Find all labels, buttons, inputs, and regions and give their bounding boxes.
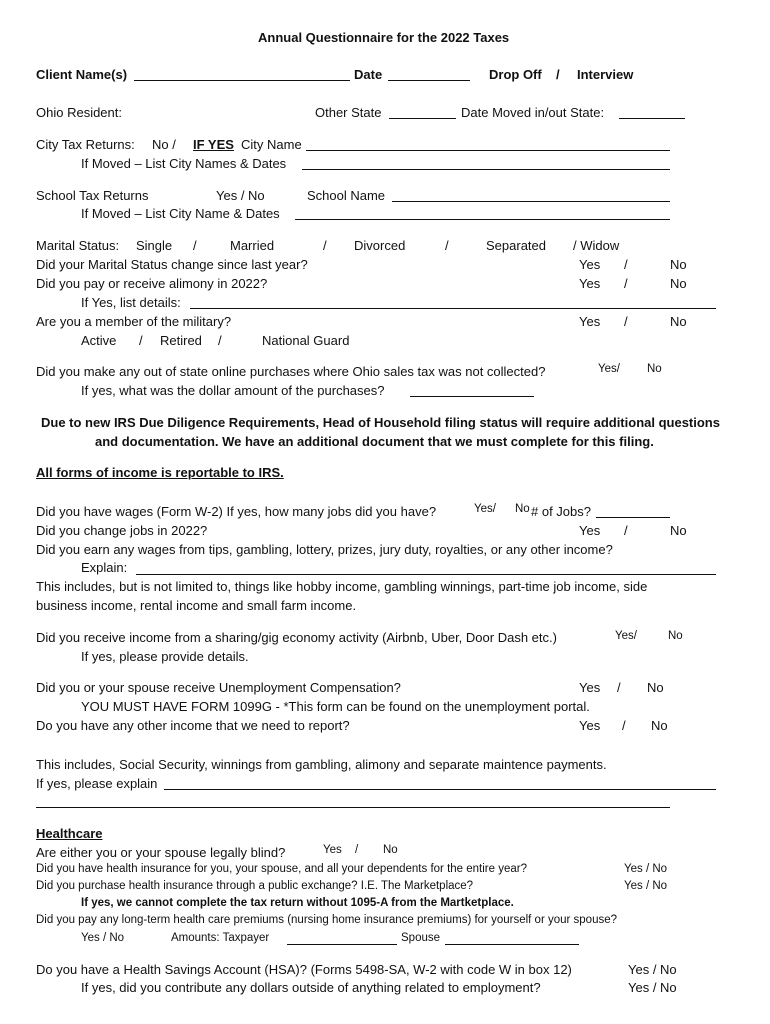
spouse-amount-label: Spouse xyxy=(401,932,441,944)
gig-details-label: If yes, please provide details. xyxy=(81,649,249,664)
marketplace-warning: If yes, we cannot complete the tax return without 1095-A from the Martketplace. xyxy=(81,897,514,909)
ltc-question: Did you pay any long-term health care premiums (nursing home insurance premiums) for yourself or your spouse? xyxy=(36,914,618,926)
date-moved-label: Date Moved in/out State: xyxy=(461,105,605,120)
marital-single[interactable]: Single xyxy=(136,238,173,253)
yes-option[interactable]: Yes/ xyxy=(615,630,637,642)
form-1099g-note: YOU MUST HAVE FORM 1099G - *This form can be found on the unemployment portal. xyxy=(81,699,590,714)
num-jobs-field[interactable] xyxy=(596,517,670,518)
other-state-label: Other State xyxy=(315,105,382,120)
alimony-question: Did you pay or receive alimony in 2022? xyxy=(36,276,268,291)
date-moved-field[interactable] xyxy=(619,118,685,119)
ohio-resident-label: Ohio Resident: xyxy=(36,105,122,120)
insurance-question: Did you have health insurance for you, your spouse, and all your dependents for the entire year? xyxy=(36,863,527,875)
separator: / xyxy=(624,276,628,291)
marital-married[interactable]: Married xyxy=(230,238,275,253)
military-question: Are you a member of the military? xyxy=(36,314,232,329)
gig-question: Did you receive income from a sharing/gig economy activity (Airbnb, Uber, Door Dash etc.) xyxy=(36,630,557,645)
city-moved-field[interactable] xyxy=(302,169,670,170)
wages-question: Did you have wages (Form W-2) If yes, how many jobs did you have? xyxy=(36,504,437,519)
other-state-field[interactable] xyxy=(389,118,456,119)
military-national-guard[interactable]: National Guard xyxy=(262,333,350,348)
notice-line-1: Due to new IRS Due Diligence Requirements, Head of Household filing status will require additional questions xyxy=(41,415,720,430)
school-name-field[interactable] xyxy=(392,201,670,202)
spouse-amount-field[interactable] xyxy=(445,944,579,945)
city-name-label: City Name xyxy=(241,137,302,152)
separator: / xyxy=(622,718,626,733)
separator: / xyxy=(218,333,222,348)
date-field[interactable] xyxy=(388,80,470,81)
list-details-field[interactable] xyxy=(190,308,716,309)
city-moved-label: If Moved – List City Names & Dates xyxy=(81,156,287,171)
blind-question: Are either you or your spouse legally blind? xyxy=(36,845,286,860)
exchange-question: Did you purchase health insurance through a public exchange? I.E. The Marketplace? xyxy=(36,880,474,892)
ltc-yes-no[interactable]: Yes / No xyxy=(81,932,125,944)
school-tax-label: School Tax Returns xyxy=(36,188,149,203)
no-option[interactable]: No xyxy=(670,314,687,329)
includes-line-2: business income, rental income and small farm income. xyxy=(36,598,357,613)
interview-option[interactable]: Interview xyxy=(577,67,634,82)
if-yes-explain-label: If yes, please explain xyxy=(36,776,158,791)
explain-label: Explain: xyxy=(81,560,128,575)
separator: / xyxy=(624,314,628,329)
change-jobs-question: Did you change jobs in 2022? xyxy=(36,523,208,538)
no-option[interactable]: No xyxy=(668,630,683,642)
marital-change-question: Did your Marital Status change since last year? xyxy=(36,257,308,272)
healthcare-heading: Healthcare xyxy=(36,826,103,841)
school-name-label: School Name xyxy=(307,188,386,203)
no-option[interactable]: No xyxy=(515,503,530,515)
explain-field[interactable] xyxy=(136,574,716,575)
date-label: Date xyxy=(354,67,383,82)
separator: / xyxy=(139,333,143,348)
taxpayer-amount-field[interactable] xyxy=(287,944,397,945)
income-heading: All forms of income is reportable to IRS. xyxy=(36,465,284,480)
school-tax-yes-no[interactable]: Yes / No xyxy=(216,188,265,203)
tips-question: Did you earn any wages from tips, gambling, lottery, prizes, jury duty, royalties, or any other income? xyxy=(36,542,613,557)
hsa-question: Do you have a Health Savings Account (HSA)? (Forms 5498-SA, W-2 with code W in box 12) xyxy=(36,962,572,977)
if-yes-explain-field[interactable] xyxy=(164,789,716,790)
marital-status-label: Marital Status: xyxy=(36,238,120,253)
drop-off-option[interactable]: Drop Off xyxy=(489,67,542,82)
dollar-amount-question: If yes, what was the dollar amount of the purchases? xyxy=(81,383,385,398)
city-tax-if-yes: IF YES xyxy=(193,137,234,152)
separator: / xyxy=(355,844,359,856)
separator: / xyxy=(193,238,197,253)
yes-option[interactable]: Yes xyxy=(579,314,601,329)
page-title: Annual Questionnaire for the 2022 Taxes xyxy=(258,30,510,45)
separator: / xyxy=(624,257,628,272)
city-tax-no[interactable]: No / xyxy=(152,137,176,152)
yes-option[interactable]: Yes/ xyxy=(598,363,620,375)
no-option[interactable]: No xyxy=(670,523,687,538)
client-name-label: Client Name(s) xyxy=(36,67,128,82)
yes-option[interactable]: Yes xyxy=(323,844,342,856)
no-option[interactable]: No xyxy=(383,844,398,856)
ss-includes-text: This includes, Social Security, winnings from gambling, alimony and separate maintence payments. xyxy=(36,757,607,772)
hsa-contrib-question: If yes, did you contribute any dollars outside of anything related to employment? xyxy=(81,980,541,995)
other-income-question: Do you have any other income that we need to report? xyxy=(36,718,350,733)
yes-option[interactable]: Yes xyxy=(579,718,601,733)
military-retired[interactable]: Retired xyxy=(160,333,202,348)
yes-no-option[interactable]: Yes / No xyxy=(628,962,677,977)
school-moved-label: If Moved – List City Name & Dates xyxy=(81,206,280,221)
yes-option[interactable]: Yes xyxy=(579,680,601,695)
separator: / xyxy=(617,680,621,695)
num-jobs-label: # of Jobs? xyxy=(531,504,591,519)
separator: / xyxy=(323,238,327,253)
yes-option[interactable]: Yes/ xyxy=(474,503,496,515)
city-name-field[interactable] xyxy=(306,150,670,151)
marital-divorced[interactable]: Divorced xyxy=(354,238,406,253)
no-option[interactable]: No xyxy=(651,718,668,733)
yes-option[interactable]: Yes xyxy=(579,523,601,538)
marital-widow[interactable]: / Widow xyxy=(573,238,620,253)
no-option[interactable]: No xyxy=(647,680,664,695)
marital-separated[interactable]: Separated xyxy=(486,238,546,253)
taxpayer-amount-label: Amounts: Taxpayer xyxy=(171,932,270,944)
no-option[interactable]: No xyxy=(670,276,687,291)
separator: / xyxy=(445,238,449,253)
city-tax-label: City Tax Returns: xyxy=(36,137,135,152)
no-option[interactable]: No xyxy=(670,257,687,272)
notice-line-2: and documentation. We have an additional document that we must complete for this filing. xyxy=(95,434,654,449)
explain-continued-field[interactable] xyxy=(36,807,670,808)
military-active[interactable]: Active xyxy=(81,333,117,348)
yes-option[interactable]: Yes xyxy=(579,276,601,291)
unemployment-question: Did you or your spouse receive Unemployment Compensation? xyxy=(36,680,401,695)
yes-no-option[interactable]: Yes / No xyxy=(624,863,668,875)
client-name-field[interactable] xyxy=(134,80,350,81)
yes-no-option[interactable]: Yes / No xyxy=(624,880,668,892)
dollar-amount-field[interactable] xyxy=(410,396,534,397)
list-details-label: If Yes, list details: xyxy=(81,295,181,310)
yes-no-option[interactable]: Yes / No xyxy=(628,980,677,995)
online-purchases-question: Did you make any out of state online purchases where Ohio sales tax was not collected? xyxy=(36,364,546,379)
separator: / xyxy=(624,523,628,538)
yes-option[interactable]: Yes xyxy=(579,257,601,272)
no-option[interactable]: No xyxy=(647,363,662,375)
school-moved-field[interactable] xyxy=(295,219,670,220)
separator: / xyxy=(556,67,560,82)
includes-line-1: This includes, but is not limited to, things like hobby income, gambling winnings, part-time job income, side xyxy=(36,579,648,594)
